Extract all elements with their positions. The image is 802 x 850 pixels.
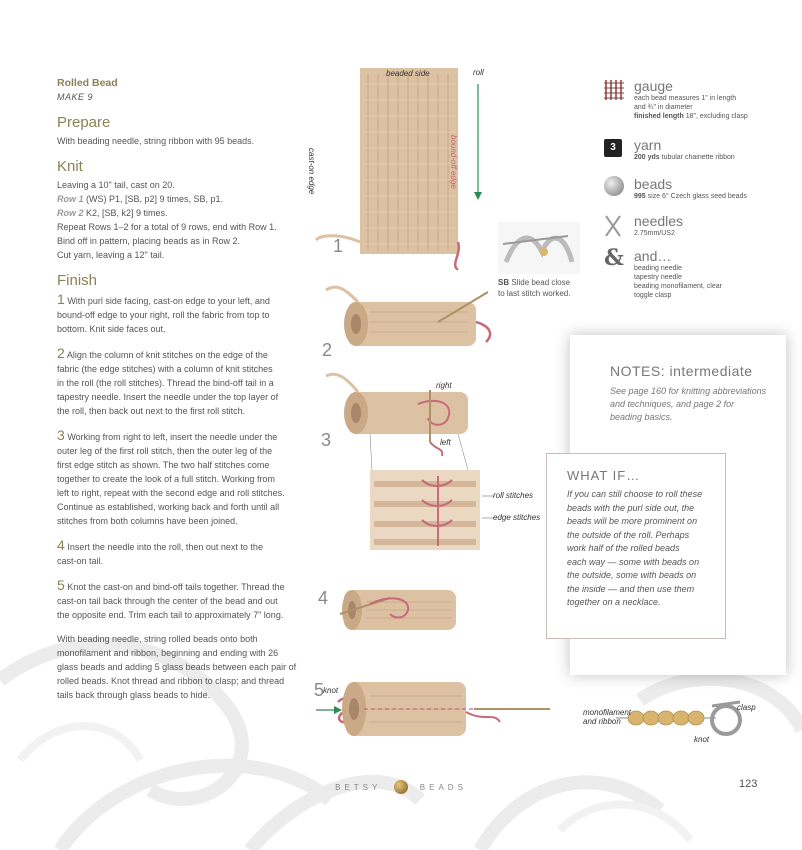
final-line: With beading needle, string rolled beads onto both bbox=[57, 634, 258, 644]
notion-line: beading monofilament, clear bbox=[634, 283, 722, 290]
knit-row1 bbox=[57, 192, 297, 206]
notion-line: beading needle bbox=[634, 265, 682, 272]
step-line: fabric (the edge stitches) with a column of knit stitches bbox=[57, 364, 273, 374]
monofilament-text: monofilament bbox=[583, 708, 632, 717]
step-number: 1 bbox=[57, 291, 65, 307]
slide-bead-note bbox=[498, 277, 588, 299]
gauge-swatch-icon bbox=[604, 80, 624, 100]
beads-count: 995 bbox=[634, 193, 646, 200]
roll-stitches-label: roll stitches bbox=[493, 491, 534, 500]
yarn-weight-icon: 3 bbox=[604, 139, 622, 157]
knit-row2 bbox=[57, 206, 297, 220]
gauge-item bbox=[604, 78, 794, 121]
yarn-type: tubular chainette ribbon bbox=[659, 154, 735, 161]
seaming-illustration bbox=[318, 370, 508, 570]
what-if-heading: WHAT IF… bbox=[567, 468, 641, 483]
edge-stitches-label: edge stitches bbox=[493, 513, 541, 522]
illustration-step-number: 3 bbox=[321, 430, 332, 450]
knit-line: Repeat Rows 1–2 for a total of 9 rows, end with Row 1. bbox=[57, 222, 277, 232]
gauge-line: and ¾" in diameter bbox=[634, 104, 693, 111]
step-line: stitches from both columns have been joined. bbox=[57, 516, 238, 526]
gauge-line: each bead measures 1" in length bbox=[634, 95, 737, 102]
step-line: With purl side facing, cast-on edge to your left, and bbox=[67, 296, 270, 306]
what-if-card bbox=[546, 453, 726, 639]
step-line: together to create the look of a full stitch. Working from bbox=[57, 474, 275, 484]
illustration-step-number: 5 bbox=[314, 680, 325, 700]
step-line: Working from right to left, insert the needle under the bbox=[67, 432, 278, 442]
yarn-line bbox=[634, 153, 794, 162]
finish-step bbox=[57, 578, 297, 622]
knit-heading: Knit bbox=[57, 158, 83, 175]
step-line: outer leg of the first roll stitch, then the outer leg of the bbox=[57, 446, 273, 456]
knot-label: knot bbox=[323, 686, 339, 695]
notes-heading: NOTES: intermediate bbox=[610, 363, 753, 379]
needle-insert-illustration bbox=[330, 584, 470, 634]
brand-right: BEADS bbox=[419, 782, 467, 792]
final-line: glass beads and adding 5 glass beads between each pair of bbox=[57, 662, 297, 672]
notes-line: beading basics. bbox=[610, 412, 673, 422]
pattern-title: Rolled Bead bbox=[57, 77, 118, 89]
beaded-side-label: beaded side bbox=[386, 69, 430, 78]
notion-line: tapestry needle bbox=[634, 274, 682, 281]
finish-step bbox=[57, 538, 297, 568]
make-count: MAKE 9 bbox=[57, 92, 94, 102]
needles-heading: needles bbox=[634, 213, 684, 229]
row-label: Row 1 bbox=[57, 194, 84, 204]
materials-list bbox=[604, 78, 794, 310]
ampersand-icon: & bbox=[604, 245, 624, 271]
prepare-heading: Prepare bbox=[57, 114, 111, 131]
notes-text bbox=[610, 385, 780, 424]
what-if-line: each way — some with beads on bbox=[567, 556, 700, 567]
step-line: the roll, then back out next to the first roll stitch. bbox=[57, 406, 246, 416]
step-number: 3 bbox=[57, 427, 65, 443]
beads-type: size 6° Czech glass seed beads bbox=[645, 193, 747, 200]
beads-heading: beads bbox=[634, 176, 673, 192]
step-number: 4 bbox=[57, 537, 65, 553]
illustration-step-number: 1 bbox=[333, 236, 344, 256]
illustration-step-number: 4 bbox=[318, 588, 329, 608]
sb-abbreviation: SB bbox=[498, 278, 510, 287]
row-text: K2, [SB, k2] 9 times. bbox=[83, 208, 168, 218]
finished-bead-illustration bbox=[314, 672, 554, 742]
brand-left: BETSY bbox=[335, 782, 382, 792]
step-line: Continue as established, working back and forth until all bbox=[57, 502, 280, 512]
clasp-label: clasp bbox=[737, 703, 756, 712]
needles-icon bbox=[604, 215, 622, 237]
step-number: 5 bbox=[57, 577, 65, 593]
left-label: left bbox=[440, 438, 451, 447]
instructions-column bbox=[57, 76, 297, 702]
what-if-line: work half of the rolled beads bbox=[567, 543, 680, 553]
final-line: tails back through glass beads to hide. bbox=[57, 690, 211, 700]
notion-line: toggle clasp bbox=[634, 292, 672, 299]
step-line: bound-off edge to your right, roll the fabric from top to bbox=[57, 310, 270, 320]
step-line: in the roll (the roll stitches). Thread the bind-off tail in a bbox=[57, 378, 274, 388]
row-text: (WS) P1, [SB, p2] 9 times, SB, p1. bbox=[83, 194, 224, 204]
what-if-text bbox=[567, 488, 717, 610]
what-if-line: If you can still choose to roll these bbox=[567, 489, 703, 499]
page-number: 123 bbox=[739, 778, 758, 790]
step-line: Insert the needle into the roll, then out next to the bbox=[67, 542, 263, 552]
sb-text: to last stitch worked. bbox=[498, 289, 571, 298]
right-label: right bbox=[436, 381, 452, 390]
rolled-fabric-illustration bbox=[318, 282, 498, 352]
slide-bead-detail bbox=[498, 222, 580, 274]
bound-off-edge-label: bound-off edge bbox=[449, 135, 458, 189]
what-if-line: beads with the purl side out, the bbox=[567, 502, 695, 513]
illustration-step-number: 2 bbox=[322, 340, 333, 360]
step-line: cast-on tail. bbox=[57, 556, 104, 566]
finished-length-value: 18", excluding clasp bbox=[683, 113, 748, 120]
brand-bead-logo bbox=[394, 780, 408, 794]
step-line: bottom. Knit side faces out. bbox=[57, 324, 166, 334]
finished-length-label: finished length bbox=[634, 113, 684, 120]
notes-line: and techniques, and page 2 for bbox=[610, 399, 735, 409]
finish-step bbox=[57, 428, 297, 528]
final-line: monofilament and ribbon, beginning and ending with 26 bbox=[57, 648, 279, 658]
beads-line bbox=[634, 192, 794, 201]
clasp-detail-illustration bbox=[616, 694, 766, 744]
final-assembly bbox=[57, 632, 297, 702]
gauge-line bbox=[634, 112, 794, 121]
bead-icon bbox=[604, 176, 624, 196]
yarn-item bbox=[604, 137, 794, 162]
yarn-amount: 200 yds bbox=[634, 154, 660, 161]
gauge-heading: gauge bbox=[634, 78, 673, 94]
cast-on-edge-label: cast-on edge bbox=[307, 148, 316, 195]
and-ribbon-text: and ribbon bbox=[583, 717, 621, 726]
yarn-heading: yarn bbox=[634, 137, 662, 153]
needles-item bbox=[604, 213, 794, 238]
finish-step bbox=[57, 346, 297, 418]
knit-line: Cut yarn, leaving a 12" tail. bbox=[57, 250, 165, 260]
notions-item bbox=[604, 245, 794, 300]
step-line: cast-on tail back through the center of the bead and out bbox=[57, 596, 278, 606]
roll-label: roll bbox=[473, 68, 484, 77]
final-line: rolled beads. Knot thread and ribbon to clasp; and thread bbox=[57, 676, 285, 686]
step-line: Align the column of knit stitches on the edge of the bbox=[66, 350, 268, 360]
knit-line: Leaving a 10" tail, cast on 20. bbox=[57, 180, 175, 190]
finish-heading: Finish bbox=[57, 272, 98, 289]
sb-text: Slide bead close bbox=[509, 278, 571, 287]
finish-step bbox=[57, 292, 297, 336]
beads-item bbox=[604, 176, 794, 201]
step-line: left to right, repeat with the second edge and roll stitches. bbox=[57, 488, 285, 498]
notions-heading: and… bbox=[634, 248, 672, 264]
footer-brand bbox=[0, 780, 802, 794]
step-line: the opposite end. Trim each tail to approximately 7" long. bbox=[57, 610, 284, 620]
what-if-line: together on a necklace. bbox=[567, 597, 661, 607]
prepare-text: With beading needle, string ribbon with 95 beads. bbox=[57, 136, 255, 146]
row-label: Row 2 bbox=[57, 208, 84, 218]
step-line: tapestry needle. Insert the needle under the top layer of bbox=[57, 392, 279, 402]
what-if-line: the outside, some with beads on bbox=[567, 570, 697, 580]
notes-line: See page 160 for knitting abbreviations bbox=[610, 386, 767, 396]
knot-label: knot bbox=[694, 735, 710, 744]
what-if-line: the outside of the roll. Perhaps bbox=[567, 529, 690, 540]
step-line: Knot the cast-on and bind-off tails together. Thread the bbox=[67, 582, 285, 592]
monofilament-label bbox=[583, 708, 631, 726]
needles-size: 2.75mm/US2 bbox=[634, 230, 675, 237]
what-if-line: beads will be more prominent on bbox=[567, 516, 698, 526]
what-if-line: the inside — and then use them bbox=[567, 583, 695, 594]
step-number: 2 bbox=[57, 345, 65, 361]
knit-line: Bind off in pattern, placing beads as in Row 2. bbox=[57, 236, 240, 246]
step-line: first edge stitch as shown. The two half stitches come bbox=[57, 460, 270, 470]
